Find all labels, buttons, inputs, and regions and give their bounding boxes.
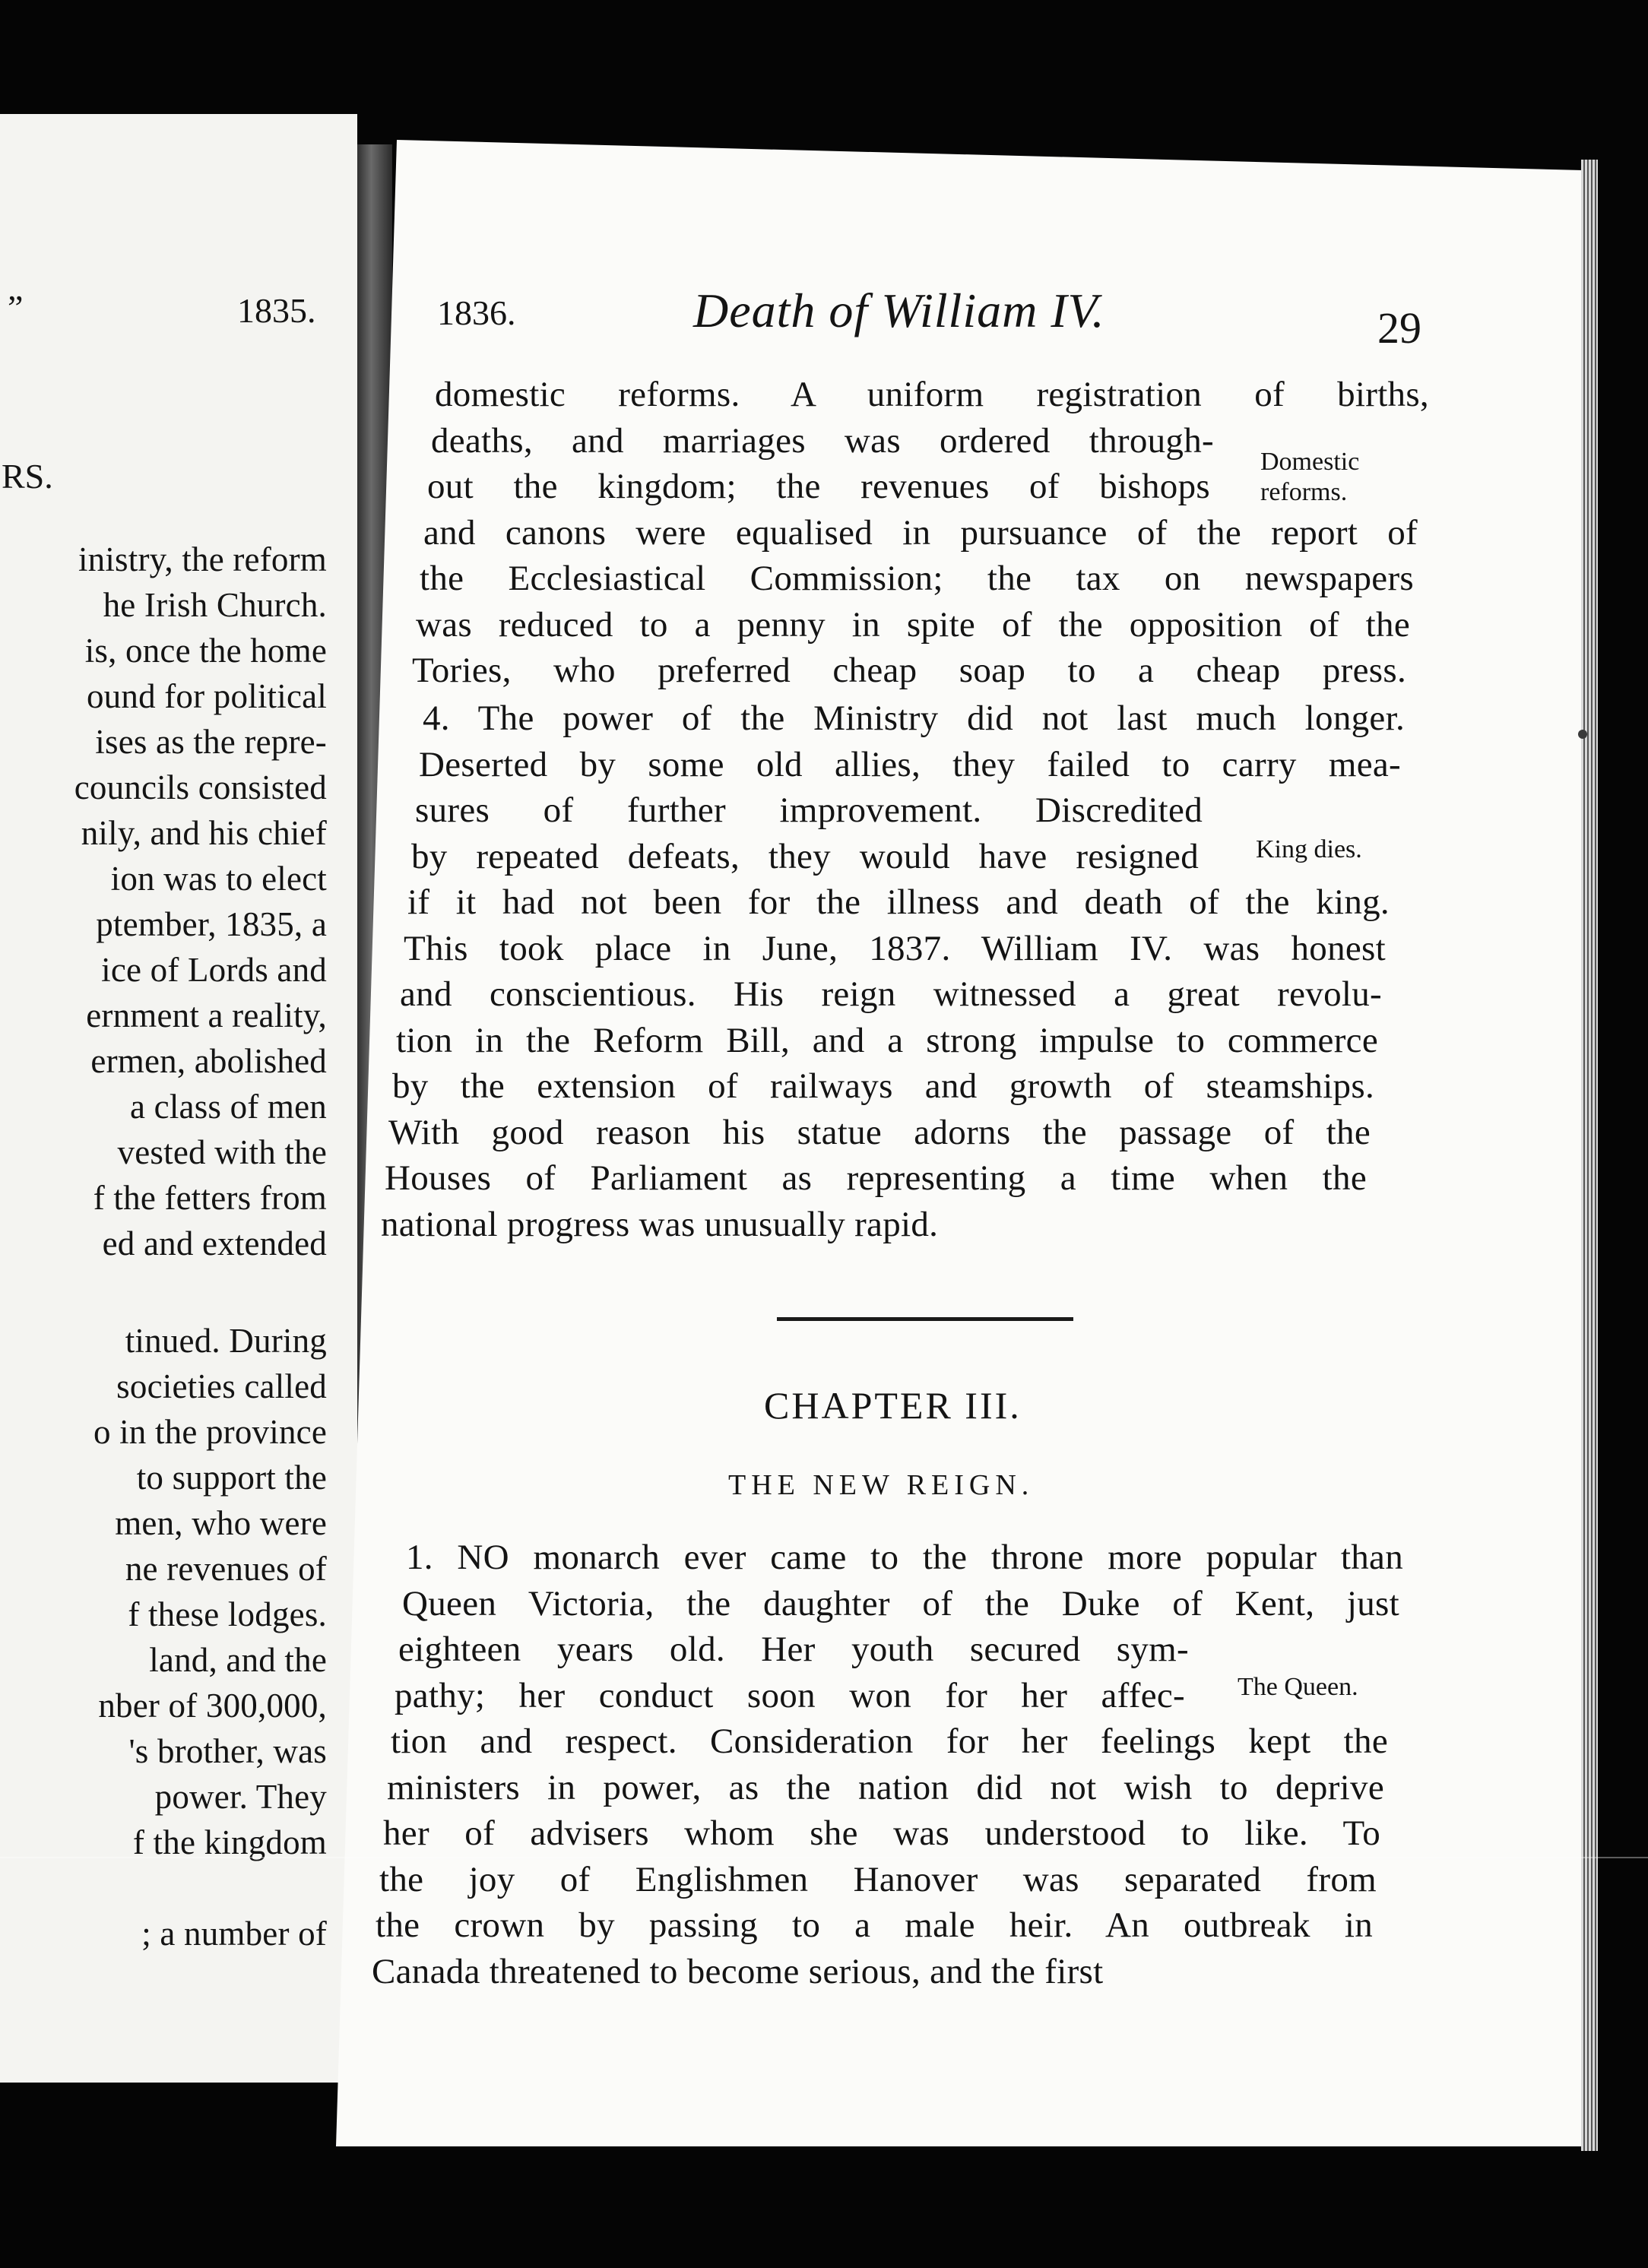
left-header-mark: ” [8,288,24,327]
body-text-line: domestic reforms. A uniform registration of births, [435,375,1429,414]
left-page-line: ne revenues of [125,1550,327,1588]
left-page-line: men, who were [115,1504,327,1542]
body-text-line: tion and respect. Consideration for her feelings kept the [391,1722,1388,1761]
left-page-line: ed and extended [102,1224,327,1262]
body-text-line: the joy of Englishmen Hanover was separated from [379,1859,1377,1899]
left-page-line: he Irish Church. [103,586,327,624]
margin-note-the-queen: The Queen. [1238,1673,1358,1701]
body-text-line: was reduced to a penny in spite of the opposition of the [416,604,1410,645]
left-page-line: to support the [136,1459,327,1497]
running-head-title: Death of William IV. [693,284,1105,337]
ink-blot [1578,730,1587,739]
left-page-line: power. They [154,1778,327,1816]
body-text-line: the Ecclesiastical Commission; the tax on newspapers [420,559,1414,598]
margin-note-domestic: Domestic [1260,448,1360,476]
left-page-line: f the kingdom [132,1823,327,1861]
body-text-line: deaths, and marriages was ordered through- [431,420,1214,461]
section-divider [777,1317,1073,1321]
left-page-line: ernment a reality, [86,996,327,1034]
left-page-line: nber of 300,000, [98,1687,327,1725]
body-text-line: her of advisers whom she was understood to like. To [383,1813,1380,1853]
page-number: 29 [1377,303,1421,353]
left-page-line: societies called [116,1367,327,1405]
left-page-line: tinued. During [125,1322,327,1360]
left-page-line: vested with the [117,1133,327,1171]
chapter-heading: CHAPTER III. [764,1384,1022,1427]
left-page-line: ice of Lords and [101,951,327,989]
left-page-line: f these lodges. [128,1595,327,1633]
left-page-line: ptember, 1835, a [96,905,327,943]
body-text-line: This took place in June, 1837. William IV. was honest [404,928,1386,968]
left-page-line: a class of men [130,1088,327,1126]
scan-artifact-line [0,1857,1648,1858]
body-text-line: tion in the Reform Bill, and a strong impulse to commerce [396,1020,1378,1060]
body-text-line: if it had not been for the illness and death of the king. [407,882,1390,922]
body-text-line: 1. NO monarch ever came to the throne more popular than [406,1538,1403,1577]
left-page-line: ion was to elect [110,860,327,898]
left-page-line: inistry, the reform [78,540,327,578]
body-text-line: With good reason his statue adorns the passage of the [388,1112,1371,1152]
body-text-line: by repeated defeats, they would have resigned [411,836,1199,876]
left-page-line: nily, and his chief [81,814,327,852]
left-page-line: ises as the repre- [95,723,327,761]
body-text-line: Canada threatened to become serious, and the first [372,1951,1104,1991]
left-page-line: 's brother, was [128,1732,327,1770]
body-text-line: Tories, who preferred cheap soap to a cheap press. [412,651,1406,690]
left-page-line: ermen, abolished [90,1042,327,1080]
chapter-subtitle: THE NEW REIGN. [728,1469,1035,1501]
body-text-line: national progress was unusually rapid. [381,1204,939,1244]
body-text-line: Houses of Parliament as representing a time when the [385,1158,1367,1198]
left-header-year: 1835. [237,291,316,330]
body-text-line: 4. The power of the Ministry did not last much longer. [423,698,1405,738]
body-text-line: eighteen years old. Her youth secured sym- [398,1630,1189,1669]
body-text-line: and canons were equalised in pursuance of the report of [423,512,1418,553]
margin-note-reforms: reforms. [1260,478,1348,506]
left-page-line: ; a number of [141,1915,327,1953]
left-page-line: o in the province [93,1413,327,1451]
page-edge [1581,160,1598,2151]
body-text-line: by the extension of railways and growth of steamships. [392,1066,1374,1106]
left-header-fragment: RS. [2,457,53,496]
body-text-line: sures of further improvement. Discredited [415,790,1203,830]
running-head-date: 1836. [437,293,516,332]
left-page-line: ound for political [86,677,327,715]
left-page-line: is, once the home [84,632,327,670]
body-text-line: Deserted by some old allies, they failed to carry mea- [419,744,1401,784]
left-page-line: councils consisted [74,768,327,806]
margin-note-king-dies: King dies. [1256,835,1362,863]
left-page-line: f the fetters from [93,1179,327,1217]
body-text-line: and conscientious. His reign witnessed a great revolu- [400,974,1382,1014]
left-facing-page [0,114,357,2083]
body-text-line: ministers in power, as the nation did not wish to deprive [387,1767,1384,1807]
body-text-line: Queen Victoria, the daughter of the Duke of Kent, just [402,1583,1399,1623]
body-text-line: the crown by passing to a male heir. An outbreak in [376,1905,1373,1945]
body-text-line: out the kingdom; the revenues of bishops [427,467,1210,506]
body-text-line: pathy; her conduct soon won for her affec- [395,1675,1185,1715]
left-page-line: land, and the [149,1641,327,1679]
